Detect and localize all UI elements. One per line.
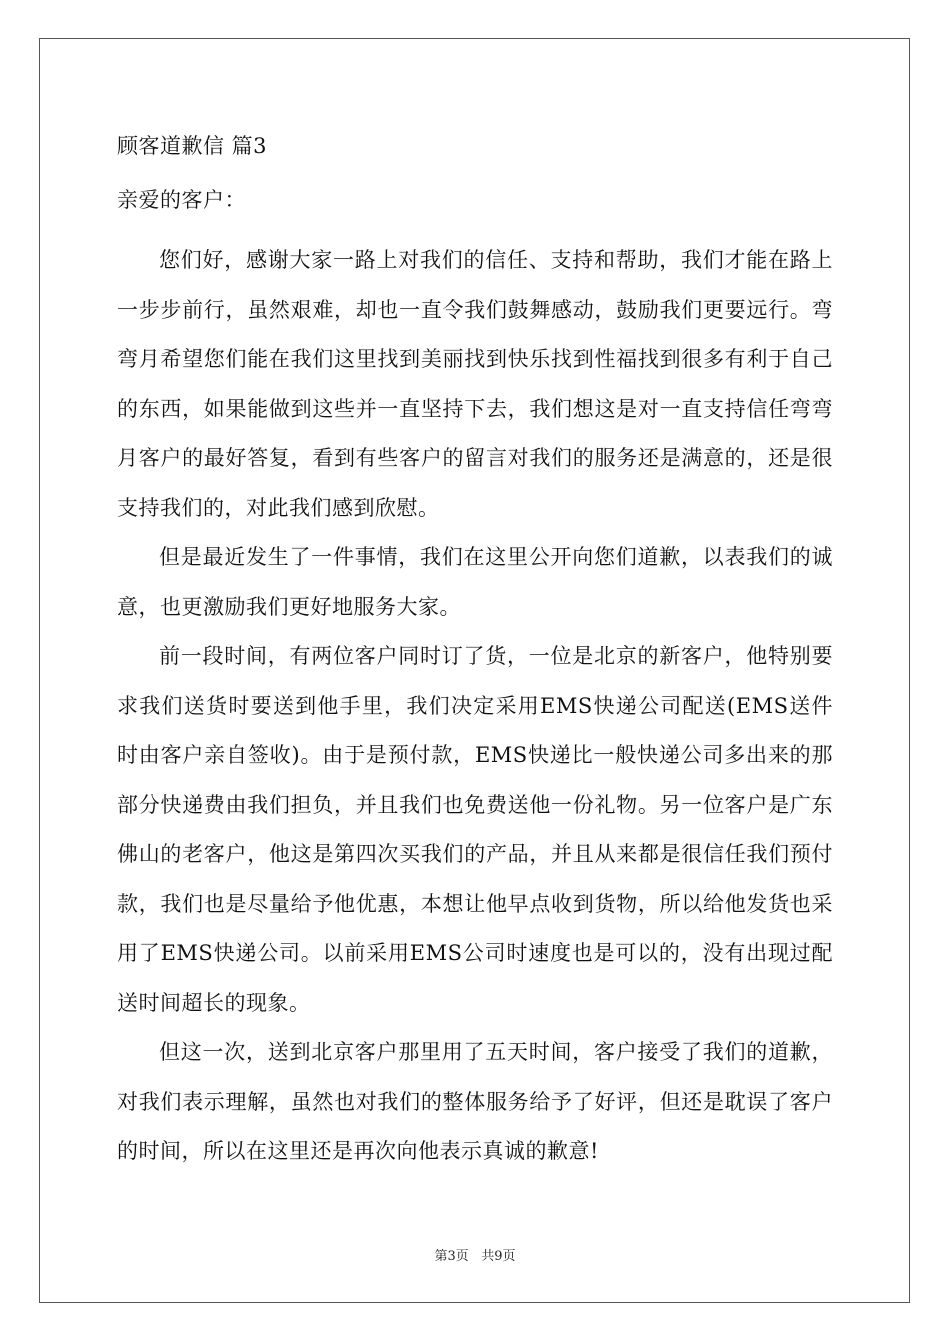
page-footer — [0, 1245, 950, 1264]
paragraph-4: 但这一次，送到北京客户那里用了五天时间，客户接受了我们的道歉，对我们表示理解，虽然也对我们的整体服务给予了好评，但还是耽误了客户的时间，所以在这里还是再次向他表示真诚的歉意! — [117, 1040, 833, 1163]
document-title: 顾客道歉信 篇3 — [117, 134, 268, 158]
page-number: 第3页 — [434, 1249, 469, 1264]
paragraph-3: 前一段时间，有两位客户同时订了货，一位是北京的新客户，他特别要求我们送货时要送到他手里，我们决定采用EMS快递公司配送(EMS送件时由客户亲自签收)。由于是预付款，EMS快递比一般快递公司多出来的那部分快递费由我们担负，并且我们也免费送他一份礼物。另一位客户是广东佛山的老客户，他这是第四次买我们的产品，并且从来都是很信任我们预付款，我们也是尽量给予他优惠，本想让他早点收到货物，所以给他发货也采用了EMS快递公司。以前采用EMS公司时速度也是可以的，没有出现过配送时间超长的现象。 — [117, 644, 833, 1015]
paragraph-2: 但是最近发生了一件事情，我们在这里公开向您们道歉，以表我们的诚意，也更激励我们更好地服务大家。 — [117, 545, 833, 619]
paragraph-1: 您们好，感谢大家一路上对我们的信任、支持和帮助，我们才能在路上一步步前行，虽然艰难，却也一直令我们鼓舞感动，鼓励我们更要远行。弯弯月希望您们能在我们这里找到美丽找到快乐找到性福找到很多有利于自己的东西，如果能做到这些并一直坚持下去，我们想这是对一直支持信任弯弯月客户的最好答复，看到有些客户的留言对我们的服务还是满意的，还是很支持我们的，对此我们感到欣慰。 — [117, 248, 833, 520]
salutation: 亲爱的客户： — [117, 188, 246, 212]
document-body — [117, 128, 833, 1177]
page-total: 共9页 — [481, 1249, 516, 1264]
